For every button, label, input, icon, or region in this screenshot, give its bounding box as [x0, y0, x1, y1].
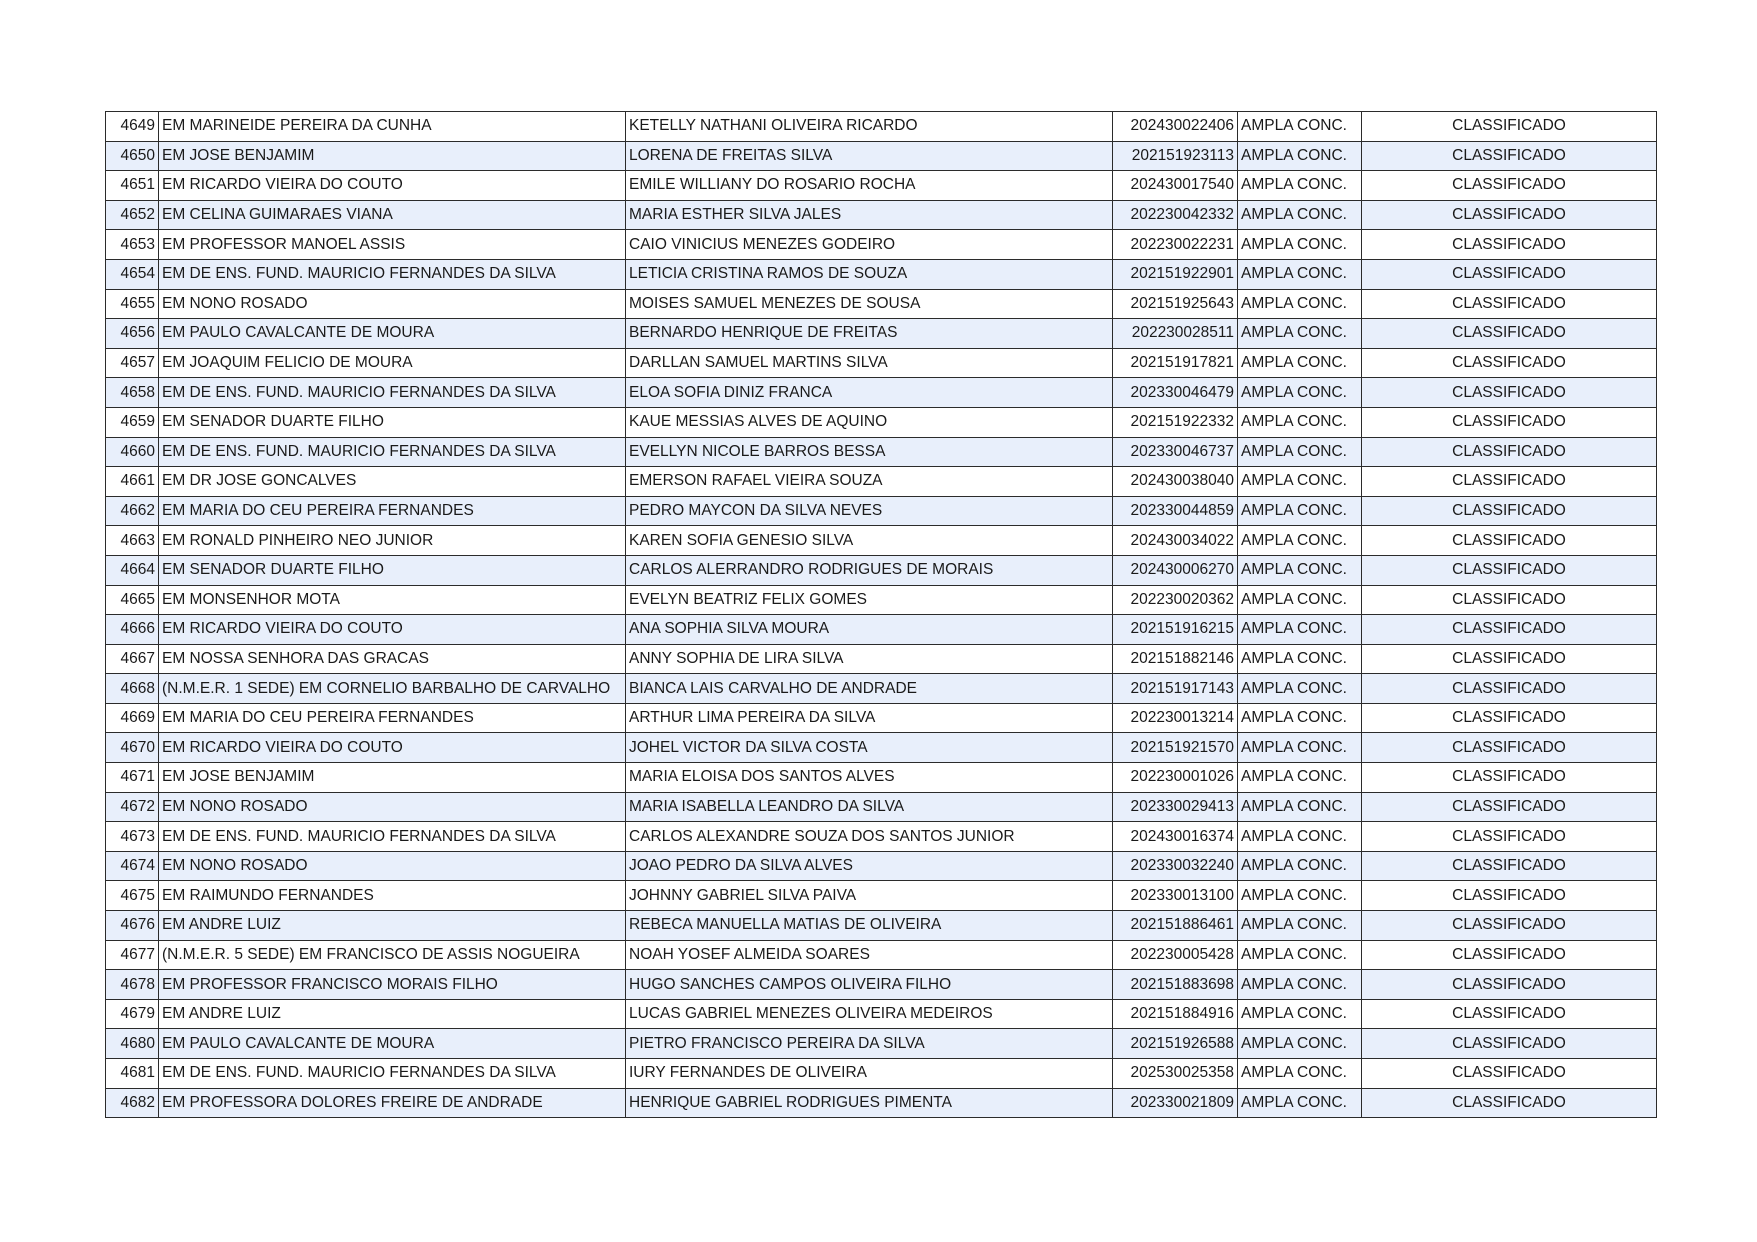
- school-name-cell: EM PROFESSOR MANOEL ASSIS: [159, 230, 626, 260]
- status-cell: CLASSIFICADO: [1362, 644, 1657, 674]
- quota-type-cell: AMPLA CONC.: [1238, 1088, 1362, 1118]
- status-cell: CLASSIFICADO: [1362, 911, 1657, 941]
- school-name-cell: EM NONO ROSADO: [159, 792, 626, 822]
- registration-number-cell: 202330029413: [1113, 792, 1238, 822]
- quota-type-cell: AMPLA CONC.: [1238, 171, 1362, 201]
- table-body: [106, 112, 1657, 1118]
- row-number-cell: 4669: [106, 703, 159, 733]
- student-name-cell: ANNY SOPHIA DE LIRA SILVA: [626, 644, 1113, 674]
- table-row: [106, 230, 1657, 260]
- quota-type-cell: AMPLA CONC.: [1238, 319, 1362, 349]
- quota-type-cell: AMPLA CONC.: [1238, 703, 1362, 733]
- school-name-cell: EM ANDRE LUIZ: [159, 999, 626, 1029]
- quota-type-cell: AMPLA CONC.: [1238, 585, 1362, 615]
- registration-number-cell: 202430016374: [1113, 822, 1238, 852]
- registration-number-cell: 202151923113: [1113, 141, 1238, 171]
- school-name-cell: EM MARINEIDE PEREIRA DA CUNHA: [159, 112, 626, 142]
- status-cell: CLASSIFICADO: [1362, 437, 1657, 467]
- student-name-cell: KAUE MESSIAS ALVES DE AQUINO: [626, 407, 1113, 437]
- quota-type-cell: AMPLA CONC.: [1238, 733, 1362, 763]
- status-cell: CLASSIFICADO: [1362, 348, 1657, 378]
- row-number-cell: 4664: [106, 555, 159, 585]
- status-cell: CLASSIFICADO: [1362, 881, 1657, 911]
- registration-number-cell: 202430038040: [1113, 467, 1238, 497]
- row-number-cell: 4668: [106, 674, 159, 704]
- table-row: [106, 555, 1657, 585]
- school-name-cell: EM DE ENS. FUND. MAURICIO FERNANDES DA SILVA: [159, 822, 626, 852]
- registration-number-cell: 202530025358: [1113, 1059, 1238, 1089]
- table-row: [106, 289, 1657, 319]
- registration-number-cell: 202330021809: [1113, 1088, 1238, 1118]
- school-name-cell: EM DE ENS. FUND. MAURICIO FERNANDES DA SILVA: [159, 1059, 626, 1089]
- school-name-cell: EM RICARDO VIEIRA DO COUTO: [159, 733, 626, 763]
- table-row: [106, 703, 1657, 733]
- table-row: [106, 378, 1657, 408]
- school-name-cell: EM DE ENS. FUND. MAURICIO FERNANDES DA SILVA: [159, 259, 626, 289]
- table-row: [106, 792, 1657, 822]
- school-name-cell: EM SENADOR DUARTE FILHO: [159, 555, 626, 585]
- student-name-cell: EMERSON RAFAEL VIEIRA SOUZA: [626, 467, 1113, 497]
- student-name-cell: NOAH YOSEF ALMEIDA SOARES: [626, 940, 1113, 970]
- quota-type-cell: AMPLA CONC.: [1238, 881, 1362, 911]
- quota-type-cell: AMPLA CONC.: [1238, 467, 1362, 497]
- school-name-cell: EM NOSSA SENHORA DAS GRACAS: [159, 644, 626, 674]
- status-cell: CLASSIFICADO: [1362, 940, 1657, 970]
- status-cell: CLASSIFICADO: [1362, 289, 1657, 319]
- status-cell: CLASSIFICADO: [1362, 674, 1657, 704]
- school-name-cell: EM RONALD PINHEIRO NEO JUNIOR: [159, 526, 626, 556]
- school-name-cell: EM NONO ROSADO: [159, 289, 626, 319]
- quota-type-cell: AMPLA CONC.: [1238, 141, 1362, 171]
- row-number-cell: 4679: [106, 999, 159, 1029]
- table-row: [106, 911, 1657, 941]
- table-row: [106, 526, 1657, 556]
- school-name-cell: EM DR JOSE GONCALVES: [159, 467, 626, 497]
- registration-number-cell: 202151884916: [1113, 999, 1238, 1029]
- table-row: [106, 437, 1657, 467]
- student-name-cell: JOHEL VICTOR DA SILVA COSTA: [626, 733, 1113, 763]
- row-number-cell: 4673: [106, 822, 159, 852]
- row-number-cell: 4653: [106, 230, 159, 260]
- row-number-cell: 4656: [106, 319, 159, 349]
- student-name-cell: PIETRO FRANCISCO PEREIRA DA SILVA: [626, 1029, 1113, 1059]
- school-name-cell: EM PROFESSOR FRANCISCO MORAIS FILHO: [159, 970, 626, 1000]
- student-name-cell: MARIA ELOISA DOS SANTOS ALVES: [626, 763, 1113, 793]
- student-name-cell: HUGO SANCHES CAMPOS OLIVEIRA FILHO: [626, 970, 1113, 1000]
- status-cell: CLASSIFICADO: [1362, 141, 1657, 171]
- student-name-cell: KAREN SOFIA GENESIO SILVA: [626, 526, 1113, 556]
- table-row: [106, 348, 1657, 378]
- table-row: [106, 112, 1657, 142]
- quota-type-cell: AMPLA CONC.: [1238, 348, 1362, 378]
- row-number-cell: 4677: [106, 940, 159, 970]
- status-cell: CLASSIFICADO: [1362, 496, 1657, 526]
- student-name-cell: EMILE WILLIANY DO ROSARIO ROCHA: [626, 171, 1113, 201]
- row-number-cell: 4672: [106, 792, 159, 822]
- student-name-cell: CARLOS ALEXANDRE SOUZA DOS SANTOS JUNIOR: [626, 822, 1113, 852]
- registration-number-cell: 202230022231: [1113, 230, 1238, 260]
- school-name-cell: EM RICARDO VIEIRA DO COUTO: [159, 171, 626, 201]
- quota-type-cell: AMPLA CONC.: [1238, 112, 1362, 142]
- student-name-cell: LUCAS GABRIEL MENEZES OLIVEIRA MEDEIROS: [626, 999, 1113, 1029]
- status-cell: CLASSIFICADO: [1362, 259, 1657, 289]
- registration-number-cell: 202430034022: [1113, 526, 1238, 556]
- registration-number-cell: 202230013214: [1113, 703, 1238, 733]
- registration-number-cell: 202430017540: [1113, 171, 1238, 201]
- student-name-cell: HENRIQUE GABRIEL RODRIGUES PIMENTA: [626, 1088, 1113, 1118]
- table-row: [106, 733, 1657, 763]
- quota-type-cell: AMPLA CONC.: [1238, 378, 1362, 408]
- table-row: [106, 496, 1657, 526]
- student-name-cell: ARTHUR LIMA PEREIRA DA SILVA: [626, 703, 1113, 733]
- student-name-cell: ELOA SOFIA DINIZ FRANCA: [626, 378, 1113, 408]
- school-name-cell: EM MARIA DO CEU PEREIRA FERNANDES: [159, 496, 626, 526]
- status-cell: CLASSIFICADO: [1362, 970, 1657, 1000]
- quota-type-cell: AMPLA CONC.: [1238, 792, 1362, 822]
- row-number-cell: 4667: [106, 644, 159, 674]
- registration-number-cell: 202151925643: [1113, 289, 1238, 319]
- row-number-cell: 4663: [106, 526, 159, 556]
- student-name-cell: MARIA ISABELLA LEANDRO DA SILVA: [626, 792, 1113, 822]
- quota-type-cell: AMPLA CONC.: [1238, 496, 1362, 526]
- row-number-cell: 4665: [106, 585, 159, 615]
- registration-number-cell: 202330032240: [1113, 851, 1238, 881]
- row-number-cell: 4650: [106, 141, 159, 171]
- registration-number-cell: 202230020362: [1113, 585, 1238, 615]
- status-cell: CLASSIFICADO: [1362, 792, 1657, 822]
- row-number-cell: 4652: [106, 200, 159, 230]
- registration-number-cell: 202151926588: [1113, 1029, 1238, 1059]
- school-name-cell: (N.M.E.R. 5 SEDE) EM FRANCISCO DE ASSIS NOGUEIRA: [159, 940, 626, 970]
- registration-number-cell: 202330044859: [1113, 496, 1238, 526]
- quota-type-cell: AMPLA CONC.: [1238, 1059, 1362, 1089]
- table-row: [106, 851, 1657, 881]
- registration-number-cell: 202151922901: [1113, 259, 1238, 289]
- table-row: [106, 1059, 1657, 1089]
- status-cell: CLASSIFICADO: [1362, 378, 1657, 408]
- registration-number-cell: 202230028511: [1113, 319, 1238, 349]
- row-number-cell: 4660: [106, 437, 159, 467]
- quota-type-cell: AMPLA CONC.: [1238, 555, 1362, 585]
- row-number-cell: 4666: [106, 615, 159, 645]
- school-name-cell: EM JOAQUIM FELICIO DE MOURA: [159, 348, 626, 378]
- row-number-cell: 4655: [106, 289, 159, 319]
- row-number-cell: 4671: [106, 763, 159, 793]
- row-number-cell: 4662: [106, 496, 159, 526]
- registration-number-cell: 202151922332: [1113, 407, 1238, 437]
- table-row: [106, 585, 1657, 615]
- quota-type-cell: AMPLA CONC.: [1238, 763, 1362, 793]
- registration-number-cell: 202151917821: [1113, 348, 1238, 378]
- registration-number-cell: 202230042332: [1113, 200, 1238, 230]
- quota-type-cell: AMPLA CONC.: [1238, 526, 1362, 556]
- status-cell: CLASSIFICADO: [1362, 615, 1657, 645]
- status-cell: CLASSIFICADO: [1362, 585, 1657, 615]
- status-cell: CLASSIFICADO: [1362, 319, 1657, 349]
- school-name-cell: EM ANDRE LUIZ: [159, 911, 626, 941]
- results-table: [105, 111, 1657, 1118]
- table-row: [106, 171, 1657, 201]
- student-name-cell: LORENA DE FREITAS SILVA: [626, 141, 1113, 171]
- registration-number-cell: 202151921570: [1113, 733, 1238, 763]
- student-name-cell: CARLOS ALERRANDRO RODRIGUES DE MORAIS: [626, 555, 1113, 585]
- student-name-cell: REBECA MANUELLA MATIAS DE OLIVEIRA: [626, 911, 1113, 941]
- table-row: [106, 1029, 1657, 1059]
- table-row: [106, 615, 1657, 645]
- registration-number-cell: 202230005428: [1113, 940, 1238, 970]
- row-number-cell: 4651: [106, 171, 159, 201]
- table-row: [106, 763, 1657, 793]
- student-name-cell: MOISES SAMUEL MENEZES DE SOUSA: [626, 289, 1113, 319]
- student-name-cell: EVELYN BEATRIZ FELIX GOMES: [626, 585, 1113, 615]
- table-row: [106, 200, 1657, 230]
- row-number-cell: 4670: [106, 733, 159, 763]
- student-name-cell: JOHNNY GABRIEL SILVA PAIVA: [626, 881, 1113, 911]
- table-row: [106, 881, 1657, 911]
- table-row: [106, 999, 1657, 1029]
- status-cell: CLASSIFICADO: [1362, 407, 1657, 437]
- registration-number-cell: 202430022406: [1113, 112, 1238, 142]
- school-name-cell: EM RAIMUNDO FERNANDES: [159, 881, 626, 911]
- status-cell: CLASSIFICADO: [1362, 112, 1657, 142]
- status-cell: CLASSIFICADO: [1362, 1029, 1657, 1059]
- status-cell: CLASSIFICADO: [1362, 200, 1657, 230]
- table-row: [106, 319, 1657, 349]
- row-number-cell: 4680: [106, 1029, 159, 1059]
- student-name-cell: BIANCA LAIS CARVALHO DE ANDRADE: [626, 674, 1113, 704]
- quota-type-cell: AMPLA CONC.: [1238, 1029, 1362, 1059]
- status-cell: CLASSIFICADO: [1362, 526, 1657, 556]
- quota-type-cell: AMPLA CONC.: [1238, 289, 1362, 319]
- student-name-cell: KETELLY NATHANI OLIVEIRA RICARDO: [626, 112, 1113, 142]
- table-row: [106, 1088, 1657, 1118]
- quota-type-cell: AMPLA CONC.: [1238, 200, 1362, 230]
- school-name-cell: EM JOSE BENJAMIM: [159, 141, 626, 171]
- status-cell: CLASSIFICADO: [1362, 733, 1657, 763]
- table-row: [106, 674, 1657, 704]
- row-number-cell: 4658: [106, 378, 159, 408]
- row-number-cell: 4674: [106, 851, 159, 881]
- row-number-cell: 4657: [106, 348, 159, 378]
- status-cell: CLASSIFICADO: [1362, 999, 1657, 1029]
- quota-type-cell: AMPLA CONC.: [1238, 999, 1362, 1029]
- student-name-cell: CAIO VINICIUS MENEZES GODEIRO: [626, 230, 1113, 260]
- quota-type-cell: AMPLA CONC.: [1238, 822, 1362, 852]
- school-name-cell: EM JOSE BENJAMIM: [159, 763, 626, 793]
- quota-type-cell: AMPLA CONC.: [1238, 970, 1362, 1000]
- table-row: [106, 644, 1657, 674]
- school-name-cell: EM MARIA DO CEU PEREIRA FERNANDES: [159, 703, 626, 733]
- status-cell: CLASSIFICADO: [1362, 851, 1657, 881]
- status-cell: CLASSIFICADO: [1362, 1059, 1657, 1089]
- status-cell: CLASSIFICADO: [1362, 763, 1657, 793]
- row-number-cell: 4649: [106, 112, 159, 142]
- registration-number-cell: 202151917143: [1113, 674, 1238, 704]
- registration-number-cell: 202330046737: [1113, 437, 1238, 467]
- student-name-cell: EVELLYN NICOLE BARROS BESSA: [626, 437, 1113, 467]
- quota-type-cell: AMPLA CONC.: [1238, 851, 1362, 881]
- table-row: [106, 259, 1657, 289]
- quota-type-cell: AMPLA CONC.: [1238, 911, 1362, 941]
- registration-number-cell: 202330013100: [1113, 881, 1238, 911]
- quota-type-cell: AMPLA CONC.: [1238, 674, 1362, 704]
- registration-number-cell: 202151883698: [1113, 970, 1238, 1000]
- school-name-cell: EM DE ENS. FUND. MAURICIO FERNANDES DA SILVA: [159, 437, 626, 467]
- school-name-cell: EM DE ENS. FUND. MAURICIO FERNANDES DA SILVA: [159, 378, 626, 408]
- status-cell: CLASSIFICADO: [1362, 1088, 1657, 1118]
- quota-type-cell: AMPLA CONC.: [1238, 615, 1362, 645]
- school-name-cell: EM CELINA GUIMARAES VIANA: [159, 200, 626, 230]
- status-cell: CLASSIFICADO: [1362, 467, 1657, 497]
- quota-type-cell: AMPLA CONC.: [1238, 940, 1362, 970]
- school-name-cell: EM PAULO CAVALCANTE DE MOURA: [159, 319, 626, 349]
- student-name-cell: ANA SOPHIA SILVA MOURA: [626, 615, 1113, 645]
- status-cell: CLASSIFICADO: [1362, 703, 1657, 733]
- table-row: [106, 467, 1657, 497]
- school-name-cell: EM RICARDO VIEIRA DO COUTO: [159, 615, 626, 645]
- row-number-cell: 4682: [106, 1088, 159, 1118]
- row-number-cell: 4676: [106, 911, 159, 941]
- registration-number-cell: 202151886461: [1113, 911, 1238, 941]
- table-row: [106, 940, 1657, 970]
- registration-number-cell: 202330046479: [1113, 378, 1238, 408]
- row-number-cell: 4661: [106, 467, 159, 497]
- status-cell: CLASSIFICADO: [1362, 822, 1657, 852]
- school-name-cell: EM PAULO CAVALCANTE DE MOURA: [159, 1029, 626, 1059]
- row-number-cell: 4659: [106, 407, 159, 437]
- student-name-cell: BERNARDO HENRIQUE DE FREITAS: [626, 319, 1113, 349]
- status-cell: CLASSIFICADO: [1362, 171, 1657, 201]
- student-name-cell: DARLLAN SAMUEL MARTINS SILVA: [626, 348, 1113, 378]
- school-name-cell: EM MONSENHOR MOTA: [159, 585, 626, 615]
- school-name-cell: EM PROFESSORA DOLORES FREIRE DE ANDRADE: [159, 1088, 626, 1118]
- row-number-cell: 4678: [106, 970, 159, 1000]
- student-name-cell: MARIA ESTHER SILVA JALES: [626, 200, 1113, 230]
- table-row: [106, 822, 1657, 852]
- table-row: [106, 407, 1657, 437]
- row-number-cell: 4675: [106, 881, 159, 911]
- registration-number-cell: 202430006270: [1113, 555, 1238, 585]
- status-cell: CLASSIFICADO: [1362, 230, 1657, 260]
- student-name-cell: IURY FERNANDES DE OLIVEIRA: [626, 1059, 1113, 1089]
- registration-number-cell: 202151916215: [1113, 615, 1238, 645]
- quota-type-cell: AMPLA CONC.: [1238, 259, 1362, 289]
- row-number-cell: 4654: [106, 259, 159, 289]
- school-name-cell: EM SENADOR DUARTE FILHO: [159, 407, 626, 437]
- registration-number-cell: 202151882146: [1113, 644, 1238, 674]
- status-cell: CLASSIFICADO: [1362, 555, 1657, 585]
- registration-number-cell: 202230001026: [1113, 763, 1238, 793]
- school-name-cell: EM NONO ROSADO: [159, 851, 626, 881]
- table-row: [106, 970, 1657, 1000]
- quota-type-cell: AMPLA CONC.: [1238, 407, 1362, 437]
- quota-type-cell: AMPLA CONC.: [1238, 644, 1362, 674]
- quota-type-cell: AMPLA CONC.: [1238, 437, 1362, 467]
- table-row: [106, 141, 1657, 171]
- student-name-cell: JOAO PEDRO DA SILVA ALVES: [626, 851, 1113, 881]
- row-number-cell: 4681: [106, 1059, 159, 1089]
- quota-type-cell: AMPLA CONC.: [1238, 230, 1362, 260]
- student-name-cell: PEDRO MAYCON DA SILVA NEVES: [626, 496, 1113, 526]
- student-name-cell: LETICIA CRISTINA RAMOS DE SOUZA: [626, 259, 1113, 289]
- school-name-cell: (N.M.E.R. 1 SEDE) EM CORNELIO BARBALHO DE CARVALHO: [159, 674, 626, 704]
